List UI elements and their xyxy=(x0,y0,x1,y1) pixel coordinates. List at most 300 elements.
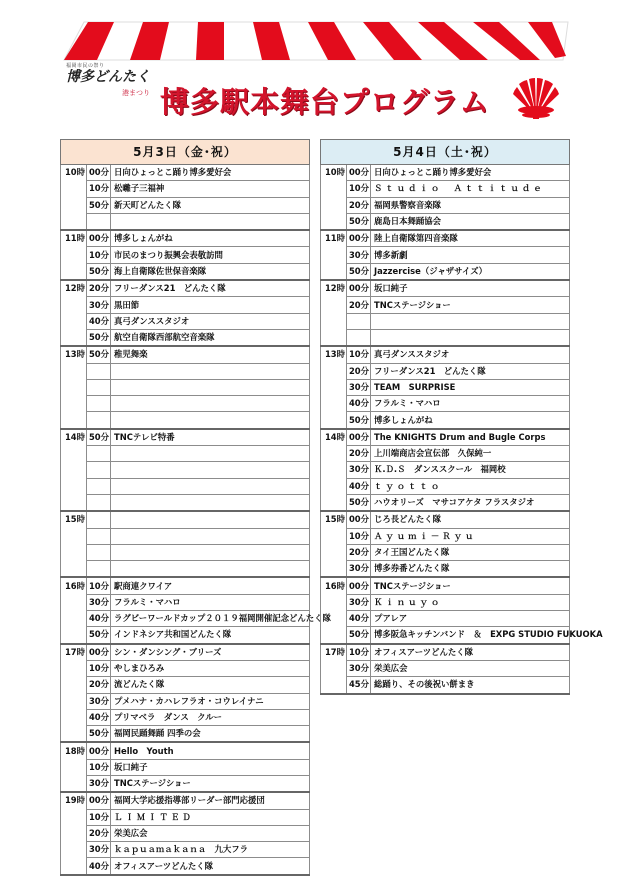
hour-cell: 11時 xyxy=(61,230,87,247)
hour-cell xyxy=(61,494,87,511)
hour-cell xyxy=(61,677,87,693)
hour-cell xyxy=(61,709,87,725)
table-row xyxy=(321,577,570,594)
hour-cell xyxy=(321,363,347,379)
hour-cell xyxy=(61,726,87,743)
table-row xyxy=(61,363,310,379)
performer-cell xyxy=(111,561,310,578)
table-row xyxy=(61,181,310,197)
hour-cell xyxy=(321,446,347,462)
table-row xyxy=(61,494,310,511)
performer-cell xyxy=(111,544,310,560)
performer-cell: やしまひろみ xyxy=(111,660,310,676)
minute-cell: 10分 xyxy=(347,528,371,544)
performer-cell: プリマベラ ダンス クルー xyxy=(111,709,310,725)
performer-cell: 真弓ダンススタジオ xyxy=(371,346,570,363)
minute-cell: 30分 xyxy=(347,247,371,263)
minute-cell: 50分 xyxy=(87,429,111,446)
hour-cell xyxy=(321,462,347,478)
performer-cell: 松囃子三福神 xyxy=(111,181,310,197)
table-row xyxy=(321,280,570,297)
day-header: 5月3日（金･祝） xyxy=(61,140,310,165)
logo-small-text: 福岡市民の祭り xyxy=(66,63,105,69)
performer-cell: 陸上自衛隊第四音楽隊 xyxy=(371,230,570,247)
performer-cell: 駅商連クワイア xyxy=(111,577,310,594)
hour-cell xyxy=(61,213,87,230)
performer-cell xyxy=(371,313,570,329)
table-row xyxy=(61,165,310,181)
table-row xyxy=(61,660,310,676)
minute-cell: 10分 xyxy=(87,660,111,676)
performer-cell: オフィスアーツどんたく隊 xyxy=(111,858,310,875)
performer-cell: 博多新劇 xyxy=(371,247,570,263)
minute-cell xyxy=(347,329,371,346)
minute-cell: 30分 xyxy=(347,379,371,395)
table-row xyxy=(321,165,570,181)
minute-cell: 00分 xyxy=(347,165,371,181)
table-row xyxy=(321,412,570,429)
performer-cell: Ａｙｕｍｉ－Ｒｙｕ xyxy=(371,528,570,544)
minute-cell: 50分 xyxy=(87,197,111,213)
minute-cell: 30分 xyxy=(87,775,111,792)
table-row xyxy=(61,346,310,363)
performer-cell: タイ王国どんたく隊 xyxy=(371,544,570,560)
hour-cell xyxy=(61,263,87,280)
table-row xyxy=(61,726,310,743)
hour-cell: 15時 xyxy=(61,511,87,528)
performer-cell xyxy=(111,462,310,478)
hour-cell xyxy=(321,297,347,313)
table-row xyxy=(61,396,310,412)
hour-cell xyxy=(61,611,87,627)
hour-cell xyxy=(61,396,87,412)
minute-cell: 00分 xyxy=(87,792,111,809)
hour-cell xyxy=(61,842,87,858)
table-row xyxy=(61,644,310,661)
performer-cell: TNCテレビ特番 xyxy=(111,429,310,446)
hour-cell xyxy=(61,313,87,329)
performer-cell: 流どんたく隊 xyxy=(111,677,310,693)
hour-cell xyxy=(321,263,347,280)
minute-cell: 30分 xyxy=(347,594,371,610)
table-row xyxy=(61,197,310,213)
minute-cell: 10分 xyxy=(87,759,111,775)
table-row xyxy=(321,213,570,230)
table-row xyxy=(61,792,310,809)
day-header: 5月4日（土･祝） xyxy=(321,140,570,165)
performer-cell xyxy=(111,412,310,429)
table-row xyxy=(321,247,570,263)
minute-cell: 10分 xyxy=(87,809,111,825)
table-row xyxy=(321,379,570,395)
hour-cell: 16時 xyxy=(321,577,347,594)
hour-cell xyxy=(61,528,87,544)
minute-cell: 20分 xyxy=(87,280,111,297)
minute-cell: 40分 xyxy=(347,396,371,412)
minute-cell: 50分 xyxy=(347,213,371,230)
minute-cell: 00分 xyxy=(347,577,371,594)
table-row xyxy=(321,627,570,644)
table-row xyxy=(321,478,570,494)
minute-cell: 40分 xyxy=(347,478,371,494)
hour-cell: 12時 xyxy=(321,280,347,297)
performer-cell: 日向ひょっとこ踊り博多愛好会 xyxy=(371,165,570,181)
table-row xyxy=(61,709,310,725)
minute-cell: 00分 xyxy=(87,165,111,181)
table-row xyxy=(321,396,570,412)
performer-cell: オフィスアーツどんたく隊 xyxy=(371,644,570,661)
table-row xyxy=(61,809,310,825)
hour-cell: 16時 xyxy=(61,577,87,594)
minute-cell: 30分 xyxy=(87,297,111,313)
table-row xyxy=(321,313,570,329)
minute-cell: 20分 xyxy=(347,544,371,560)
hour-cell: 17時 xyxy=(321,644,347,661)
performer-cell: 総踊り、その後祝い餅まき xyxy=(371,677,570,694)
hour-cell xyxy=(61,297,87,313)
hour-cell xyxy=(61,247,87,263)
minute-cell xyxy=(87,412,111,429)
logo-sub-text: 港まつり xyxy=(122,89,150,97)
table-row xyxy=(321,644,570,661)
hour-cell: 15時 xyxy=(321,511,347,528)
minute-cell: 40分 xyxy=(87,858,111,875)
minute-cell xyxy=(87,478,111,494)
performer-cell: Ｋ.Ｄ.Ｓ ダンススクール 福岡校 xyxy=(371,462,570,478)
minute-cell xyxy=(87,561,111,578)
performer-cell: 坂口純子 xyxy=(111,759,310,775)
table-row xyxy=(61,263,310,280)
minute-cell: 00分 xyxy=(347,511,371,528)
minute-cell xyxy=(87,511,111,528)
performer-cell: 新天町どんたく隊 xyxy=(111,197,310,213)
performer-cell: フリーダンス21 どんたく隊 xyxy=(111,280,310,297)
minute-cell xyxy=(87,528,111,544)
performer-cell: フラルミ・マハロ xyxy=(111,594,310,610)
performer-cell: TNCステージショー xyxy=(371,297,570,313)
performer-cell xyxy=(111,511,310,528)
hour-cell xyxy=(61,329,87,346)
table-row xyxy=(321,677,570,694)
hakata-dontaku-logo xyxy=(66,62,156,98)
hour-cell xyxy=(61,544,87,560)
minute-cell: 00分 xyxy=(347,230,371,247)
performer-cell: 栄美広会 xyxy=(111,825,310,841)
hour-cell xyxy=(321,544,347,560)
performer-cell: 真弓ダンススタジオ xyxy=(111,313,310,329)
hour-cell: 18時 xyxy=(61,742,87,759)
table-row xyxy=(61,544,310,560)
minute-cell: 10分 xyxy=(87,181,111,197)
performer-cell: Ｓｔｕｄｉｏ Ａｔｔｉｔｕｄｅ xyxy=(371,181,570,197)
table-row xyxy=(321,346,570,363)
performer-cell: プアレア xyxy=(371,611,570,627)
table-row xyxy=(321,544,570,560)
table-row xyxy=(321,511,570,528)
table-row xyxy=(61,313,310,329)
minute-cell: 40分 xyxy=(347,611,371,627)
performer-cell: 鹿島日本舞踊協会 xyxy=(371,213,570,230)
performer-cell xyxy=(371,329,570,346)
table-row xyxy=(321,363,570,379)
minute-cell: 20分 xyxy=(347,446,371,462)
table-row xyxy=(61,627,310,644)
performer-cell xyxy=(111,213,310,230)
performer-cell: 黒田節 xyxy=(111,297,310,313)
hour-cell: 14時 xyxy=(61,429,87,446)
table-row xyxy=(61,577,310,594)
performer-cell: フリーダンス21 どんたく隊 xyxy=(371,363,570,379)
performer-cell: ハウオリーズ マサコアケタ フラスタジオ xyxy=(371,494,570,511)
hour-cell xyxy=(321,396,347,412)
minute-cell xyxy=(87,379,111,395)
hour-cell xyxy=(61,660,87,676)
minute-cell xyxy=(87,396,111,412)
hour-cell xyxy=(321,627,347,644)
minute-cell xyxy=(87,446,111,462)
table-row xyxy=(61,858,310,875)
table-row xyxy=(61,511,310,528)
performer-cell: TNCステージショー xyxy=(371,577,570,594)
hour-cell xyxy=(321,412,347,429)
performer-cell xyxy=(111,478,310,494)
logo-main-text: 博多どんたく xyxy=(66,69,150,85)
performer-cell: The KNIGHTS Drum and Bugle Corps xyxy=(371,429,570,446)
table-row xyxy=(321,494,570,511)
performer-cell: シン・ダンシング・ブリーズ xyxy=(111,644,310,661)
minute-cell: 20分 xyxy=(347,297,371,313)
hour-cell xyxy=(321,379,347,395)
performer-cell: 博多しょんがね xyxy=(111,230,310,247)
table-row xyxy=(321,181,570,197)
minute-cell: 50分 xyxy=(347,412,371,429)
minute-cell: 40分 xyxy=(87,709,111,725)
table-row xyxy=(61,230,310,247)
minute-cell: 30分 xyxy=(347,462,371,478)
hour-cell: 10時 xyxy=(61,165,87,181)
minute-cell: 00分 xyxy=(87,644,111,661)
performer-cell xyxy=(111,446,310,462)
table-row xyxy=(61,213,310,230)
performer-cell: 上川端商店会宣伝部 久保純一 xyxy=(371,446,570,462)
hour-cell xyxy=(321,478,347,494)
hour-cell xyxy=(321,677,347,694)
hour-cell xyxy=(321,329,347,346)
minute-cell: 50分 xyxy=(87,627,111,644)
minute-cell: 50分 xyxy=(87,346,111,363)
hour-cell xyxy=(61,627,87,644)
hour-cell: 10時 xyxy=(321,165,347,181)
hour-cell xyxy=(61,561,87,578)
performer-cell: 市民のまつり振興会表敬訪問 xyxy=(111,247,310,263)
hour-cell xyxy=(61,478,87,494)
performer-cell: 福岡県警察音楽隊 xyxy=(371,197,570,213)
festival-awning-decoration xyxy=(0,0,631,62)
table-row xyxy=(321,611,570,627)
hour-cell xyxy=(61,197,87,213)
may-4-schedule-table xyxy=(320,139,603,695)
table-row xyxy=(321,561,570,578)
hour-cell xyxy=(321,247,347,263)
performer-cell: Jazzercise（ジャザサイズ） xyxy=(371,263,570,280)
hour-cell xyxy=(321,594,347,610)
minute-cell: 50分 xyxy=(347,263,371,280)
table-row xyxy=(321,446,570,462)
table-row xyxy=(61,329,310,346)
minute-cell: 20分 xyxy=(347,363,371,379)
minute-cell: 00分 xyxy=(347,429,371,446)
table-row xyxy=(321,660,570,676)
hour-cell xyxy=(321,213,347,230)
hour-cell xyxy=(61,462,87,478)
minute-cell: 50分 xyxy=(347,627,371,644)
minute-cell: 10分 xyxy=(87,247,111,263)
minute-cell: 00分 xyxy=(87,230,111,247)
table-row xyxy=(321,594,570,610)
table-row xyxy=(61,528,310,544)
performer-cell xyxy=(111,396,310,412)
hour-cell: 14時 xyxy=(321,429,347,446)
may-3-schedule-table xyxy=(60,139,331,876)
performer-cell: フラルミ・マハロ xyxy=(371,396,570,412)
table-row xyxy=(61,594,310,610)
table-row xyxy=(321,297,570,313)
performer-cell: ｋａｐｕａｍａｋａｎａ 九大フラ xyxy=(111,842,310,858)
minute-cell: 50分 xyxy=(87,263,111,280)
table-row xyxy=(61,462,310,478)
performer-cell: ラグビーワールドカップ２０１９福岡開催記念どんたく隊 xyxy=(111,611,310,627)
performer-cell: 稚児舞楽 xyxy=(111,346,310,363)
minute-cell: 40分 xyxy=(87,313,111,329)
performer-cell: Ｋｉｎｕｙｏ xyxy=(371,594,570,610)
table-row xyxy=(61,842,310,858)
performer-cell: プメハナ・カハレフラオ・コウレイナニ xyxy=(111,693,310,709)
hour-cell xyxy=(61,412,87,429)
performer-cell: 日向ひょっとこ踊り博多愛好会 xyxy=(111,165,310,181)
performer-cell: Hello Youth xyxy=(111,742,310,759)
minute-cell: 30分 xyxy=(87,594,111,610)
table-row xyxy=(61,693,310,709)
hour-cell xyxy=(61,858,87,875)
table-row xyxy=(61,446,310,462)
minute-cell xyxy=(87,213,111,230)
hour-cell: 19時 xyxy=(61,792,87,809)
minute-cell: 00分 xyxy=(87,742,111,759)
hour-cell xyxy=(321,181,347,197)
hour-cell xyxy=(61,693,87,709)
performer-cell: インドネシア共和国どんたく隊 xyxy=(111,627,310,644)
hour-cell xyxy=(61,446,87,462)
table-row xyxy=(61,412,310,429)
performer-cell: TNCステージショー xyxy=(111,775,310,792)
hour-cell xyxy=(61,363,87,379)
performer-cell xyxy=(111,379,310,395)
hour-cell xyxy=(321,494,347,511)
table-row xyxy=(61,775,310,792)
minute-cell xyxy=(87,462,111,478)
hour-cell xyxy=(321,660,347,676)
hour-cell xyxy=(321,197,347,213)
hour-cell: 13時 xyxy=(61,346,87,363)
performer-cell: 博多券番どんたく隊 xyxy=(371,561,570,578)
minute-cell xyxy=(87,494,111,511)
table-row xyxy=(61,429,310,446)
performer-cell: 福岡大学応援指導部リーダー部門応援団 xyxy=(111,792,310,809)
table-row xyxy=(61,379,310,395)
minute-cell: 20分 xyxy=(87,825,111,841)
table-row xyxy=(61,759,310,775)
table-row xyxy=(61,280,310,297)
hour-cell: 17時 xyxy=(61,644,87,661)
minute-cell: 20分 xyxy=(87,677,111,693)
performer-cell: 福岡民踊舞踊 四季の会 xyxy=(111,726,310,743)
minute-cell: 20分 xyxy=(347,197,371,213)
performer-cell: 海上自衛隊佐世保音楽隊 xyxy=(111,263,310,280)
table-row xyxy=(61,611,310,627)
table-row xyxy=(321,429,570,446)
minute-cell xyxy=(347,313,371,329)
minute-cell: 50分 xyxy=(87,726,111,743)
performer-cell xyxy=(111,528,310,544)
table-row xyxy=(61,677,310,693)
minute-cell: 10分 xyxy=(347,181,371,197)
minute-cell: 50分 xyxy=(87,329,111,346)
hour-cell xyxy=(61,825,87,841)
fan-decoration-icon xyxy=(509,76,563,120)
minute-cell: 00分 xyxy=(347,280,371,297)
minute-cell: 30分 xyxy=(347,660,371,676)
table-row xyxy=(61,478,310,494)
hour-cell xyxy=(321,561,347,578)
minute-cell: 30分 xyxy=(347,561,371,578)
hour-cell xyxy=(61,759,87,775)
minute-cell: 40分 xyxy=(87,611,111,627)
minute-cell: 30分 xyxy=(87,693,111,709)
minute-cell: 45分 xyxy=(347,677,371,694)
hour-cell xyxy=(61,594,87,610)
table-row xyxy=(61,825,310,841)
minute-cell: 30分 xyxy=(87,842,111,858)
hour-cell: 11時 xyxy=(321,230,347,247)
performer-cell xyxy=(111,363,310,379)
hour-cell: 13時 xyxy=(321,346,347,363)
minute-cell: 50分 xyxy=(347,494,371,511)
hour-cell xyxy=(321,611,347,627)
table-row xyxy=(321,263,570,280)
performer-cell: 博多しょんがね xyxy=(371,412,570,429)
minute-cell: 10分 xyxy=(87,577,111,594)
hour-cell xyxy=(321,313,347,329)
table-row xyxy=(321,329,570,346)
performer-cell: 坂口純子 xyxy=(371,280,570,297)
hour-cell xyxy=(61,809,87,825)
table-row xyxy=(61,247,310,263)
performer-cell: 博多阪急キッチンバンド ＆ EXPG STUDIO FUKUOKA xyxy=(371,627,570,644)
table-row xyxy=(321,197,570,213)
table-row xyxy=(61,742,310,759)
table-row xyxy=(321,528,570,544)
hour-cell xyxy=(321,528,347,544)
hour-cell xyxy=(61,379,87,395)
minute-cell: 10分 xyxy=(347,644,371,661)
page-title: 博多駅本舞台プログラム xyxy=(160,85,490,119)
performer-cell: TEAM SURPRISE xyxy=(371,379,570,395)
hour-cell xyxy=(61,181,87,197)
table-row xyxy=(321,462,570,478)
minute-cell: 10分 xyxy=(347,346,371,363)
minute-cell xyxy=(87,544,111,560)
performer-cell: じろ長どんたく隊 xyxy=(371,511,570,528)
